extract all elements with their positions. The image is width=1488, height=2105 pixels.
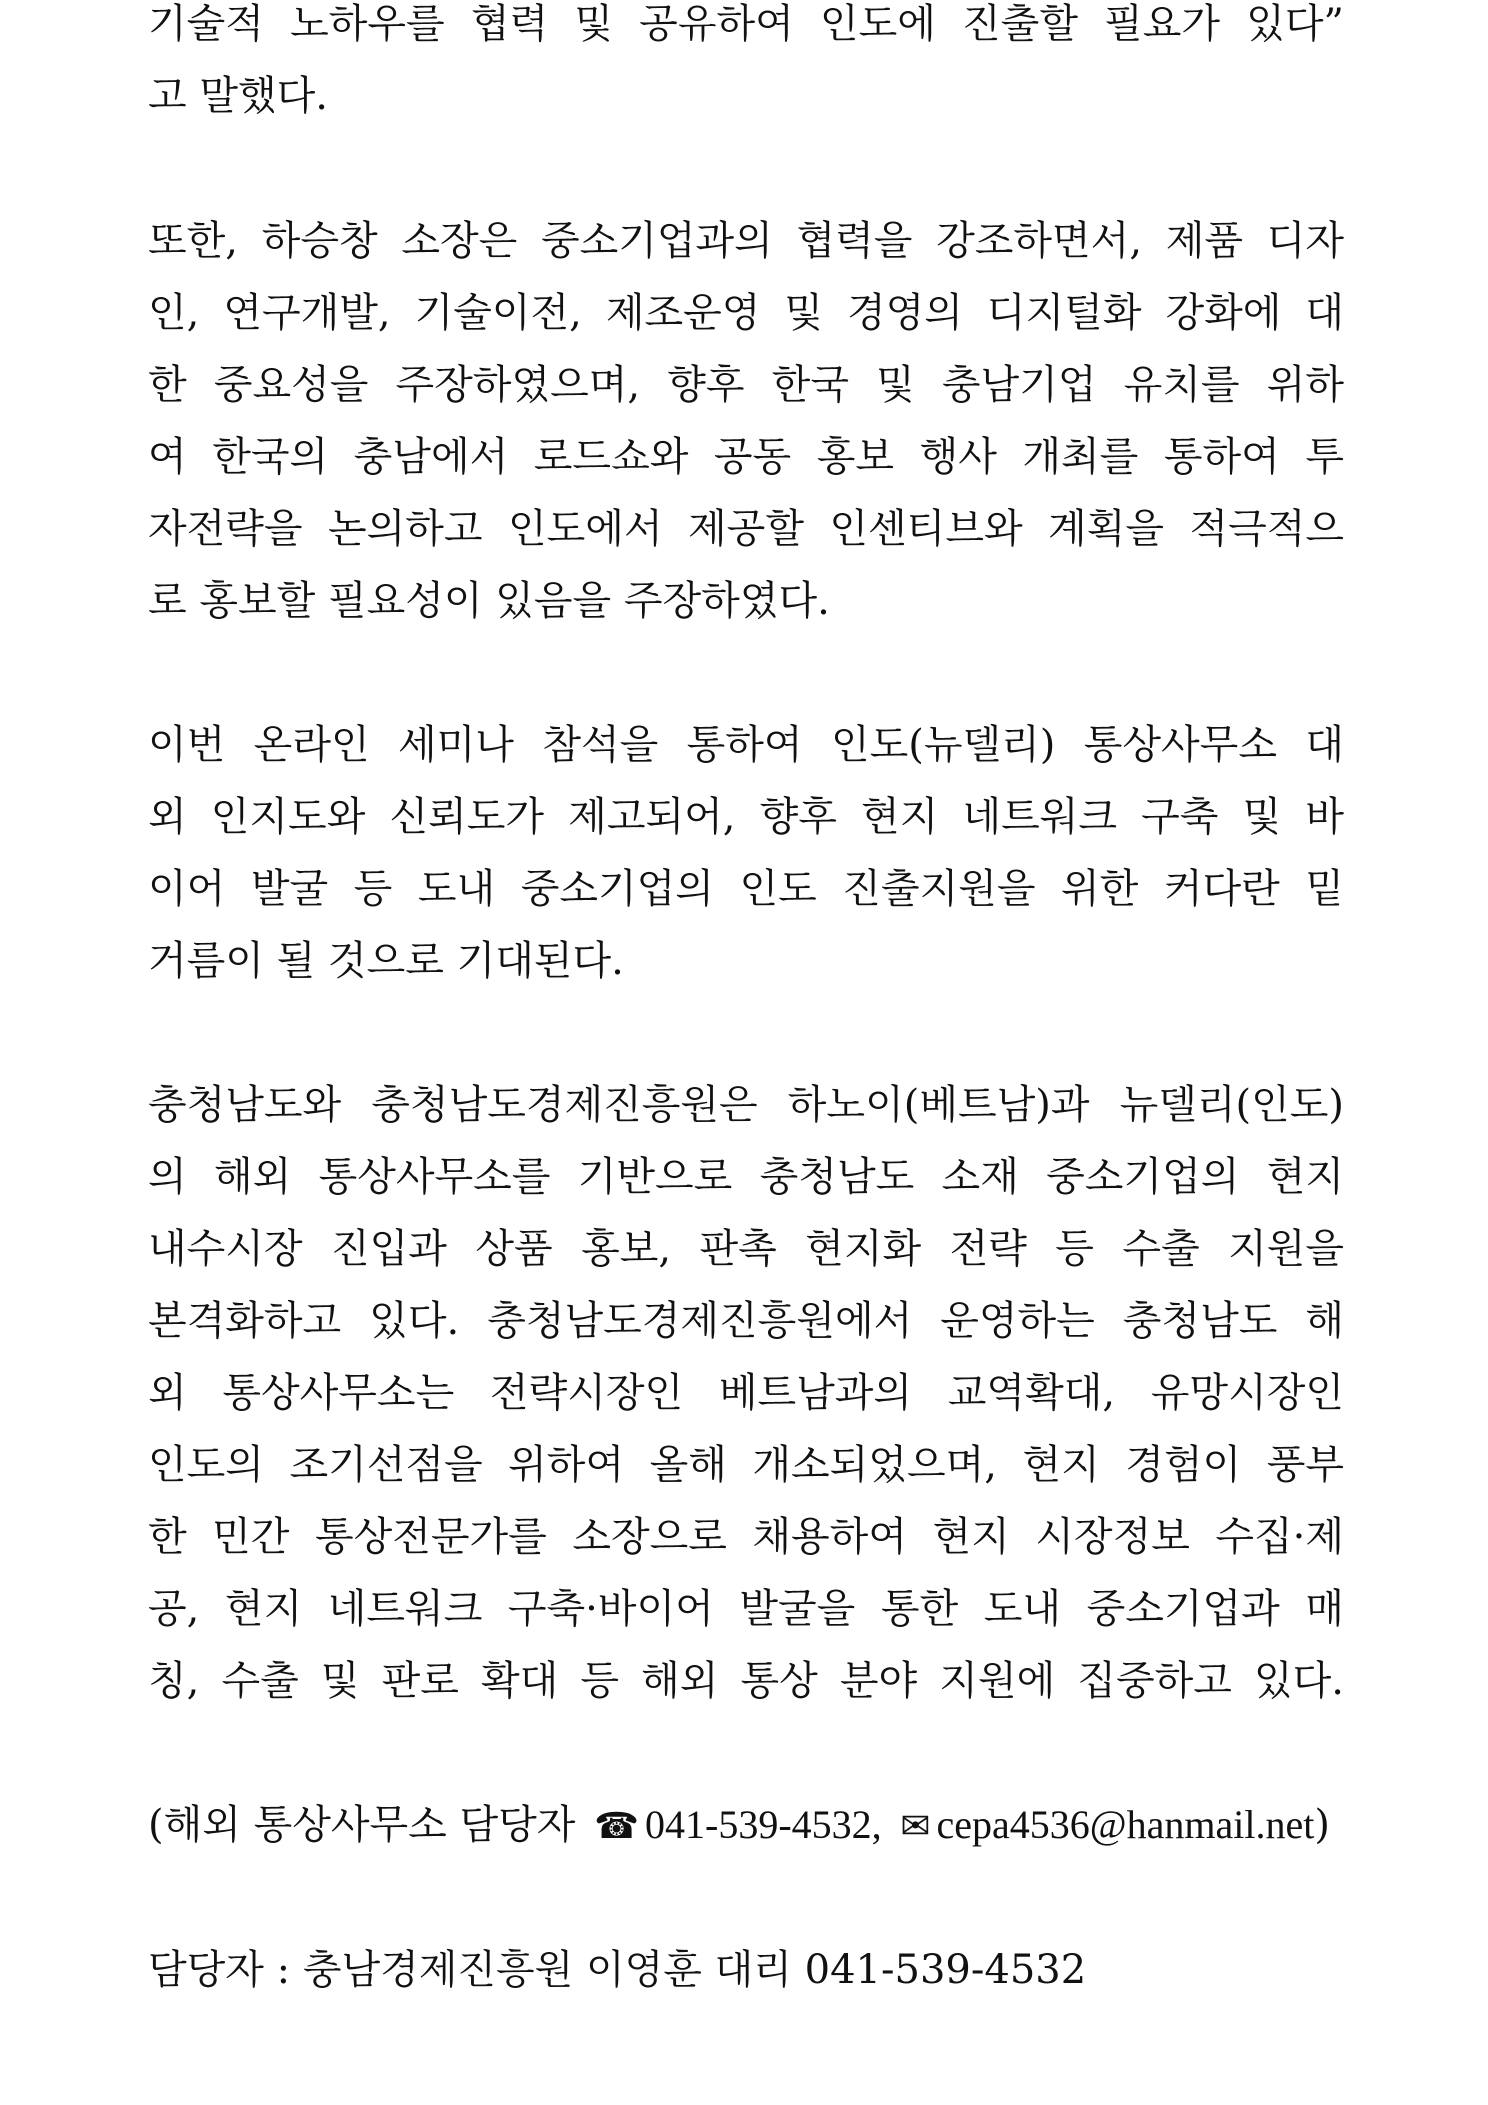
- paragraph-line: 인도의 조기선점을 위하여 올해 개소되었으며, 현지 경험이 풍부: [148, 1442, 1344, 1488]
- paragraph-line: 외 통상사무소는 전략시장인 베트남과의 교역확대, 유망시장인: [148, 1370, 1344, 1416]
- paragraph-line: 고 말했다.: [148, 73, 328, 119]
- manager-info: 담당자 : 충남경제진흥원 이영훈 대리 041-539-4532: [148, 1947, 1087, 1993]
- paragraph-line: 한 중요성을 주장하였으며, 향후 한국 및 충남기업 유치를 위하: [148, 362, 1344, 408]
- paragraph-line: 인, 연구개발, 기술이전, 제조운영 및 경영의 디지털화 강화에 대: [148, 290, 1344, 336]
- mail-icon: ✉: [900, 1806, 931, 1847]
- paragraph-line: 외 인지도와 신뢰도가 제고되어, 향후 현지 네트워크 구축 및 바: [148, 794, 1344, 840]
- paragraph-line: 이번 온라인 세미나 참석을 통하여 인도(뉴델리) 통상사무소 대: [148, 722, 1344, 768]
- contact-info: [148, 1789, 1330, 1861]
- paragraph-line: 여 한국의 충남에서 로드쇼와 공동 홍보 행사 개최를 통하여 투: [148, 434, 1344, 480]
- paragraph-line: 이어 발굴 등 도내 중소기업의 인도 진출지원을 위한 커다란 밑: [148, 866, 1344, 912]
- contact-phone: 041-539-4532,: [645, 1802, 882, 1847]
- contact-suffix: ): [1314, 1802, 1330, 1848]
- paragraph-overseas-offices: [148, 1069, 1344, 1717]
- phone-icon: ☎: [594, 1806, 639, 1847]
- paragraph-line: 충청남도와 충청남도경제진흥원은 하노이(베트남)과 뉴델리(인도): [148, 1082, 1344, 1128]
- paragraph-line: 자전략을 논의하고 인도에서 제공할 인센티브와 계획을 적극적으: [148, 506, 1344, 552]
- paragraph-line: 기술적 노하우를 협력 및 공유하여 인도에 진출할 필요가 있다”: [148, 1, 1344, 47]
- paragraph-line: 한 민간 통상전문가를 소장으로 채용하여 현지 시장정보 수집·제: [148, 1514, 1344, 1560]
- paragraph-line: 본격화하고 있다. 충청남도경제진흥원에서 운영하는 충청남도 해: [148, 1298, 1344, 1344]
- paragraph-line: 또한, 하승창 소장은 중소기업과의 협력을 강조하면서, 제품 디자: [148, 218, 1344, 264]
- paragraph-line: 로 홍보할 필요성이 있음을 주장하였다.: [148, 578, 830, 624]
- paragraph-line: 공, 현지 네트워크 구축·바이어 발굴을 통한 도내 중소기업과 매: [148, 1586, 1344, 1632]
- contact-email[interactable]: cepa4536@hanmail.net: [936, 1802, 1315, 1847]
- paragraph-quote-end: [148, 0, 1344, 132]
- paragraph-line: 의 해외 통상사무소를 기반으로 충청남도 소재 중소기업의 현지: [148, 1154, 1344, 1200]
- contact-prefix: (해외 통상사무소 담당자: [148, 1802, 576, 1848]
- paragraph-director-remarks: [148, 205, 1344, 637]
- paragraph-line: 거름이 될 것으로 기대된다.: [148, 938, 624, 984]
- paragraph-line: 칭, 수출 및 판로 확대 등 해외 통상 분야 지원에 집중하고 있다.: [148, 1658, 1344, 1704]
- paragraph-seminar-outcome: [148, 709, 1344, 997]
- paragraph-line: 내수시장 진입과 상품 홍보, 판촉 현지화 전략 등 수출 지원을: [148, 1226, 1344, 1272]
